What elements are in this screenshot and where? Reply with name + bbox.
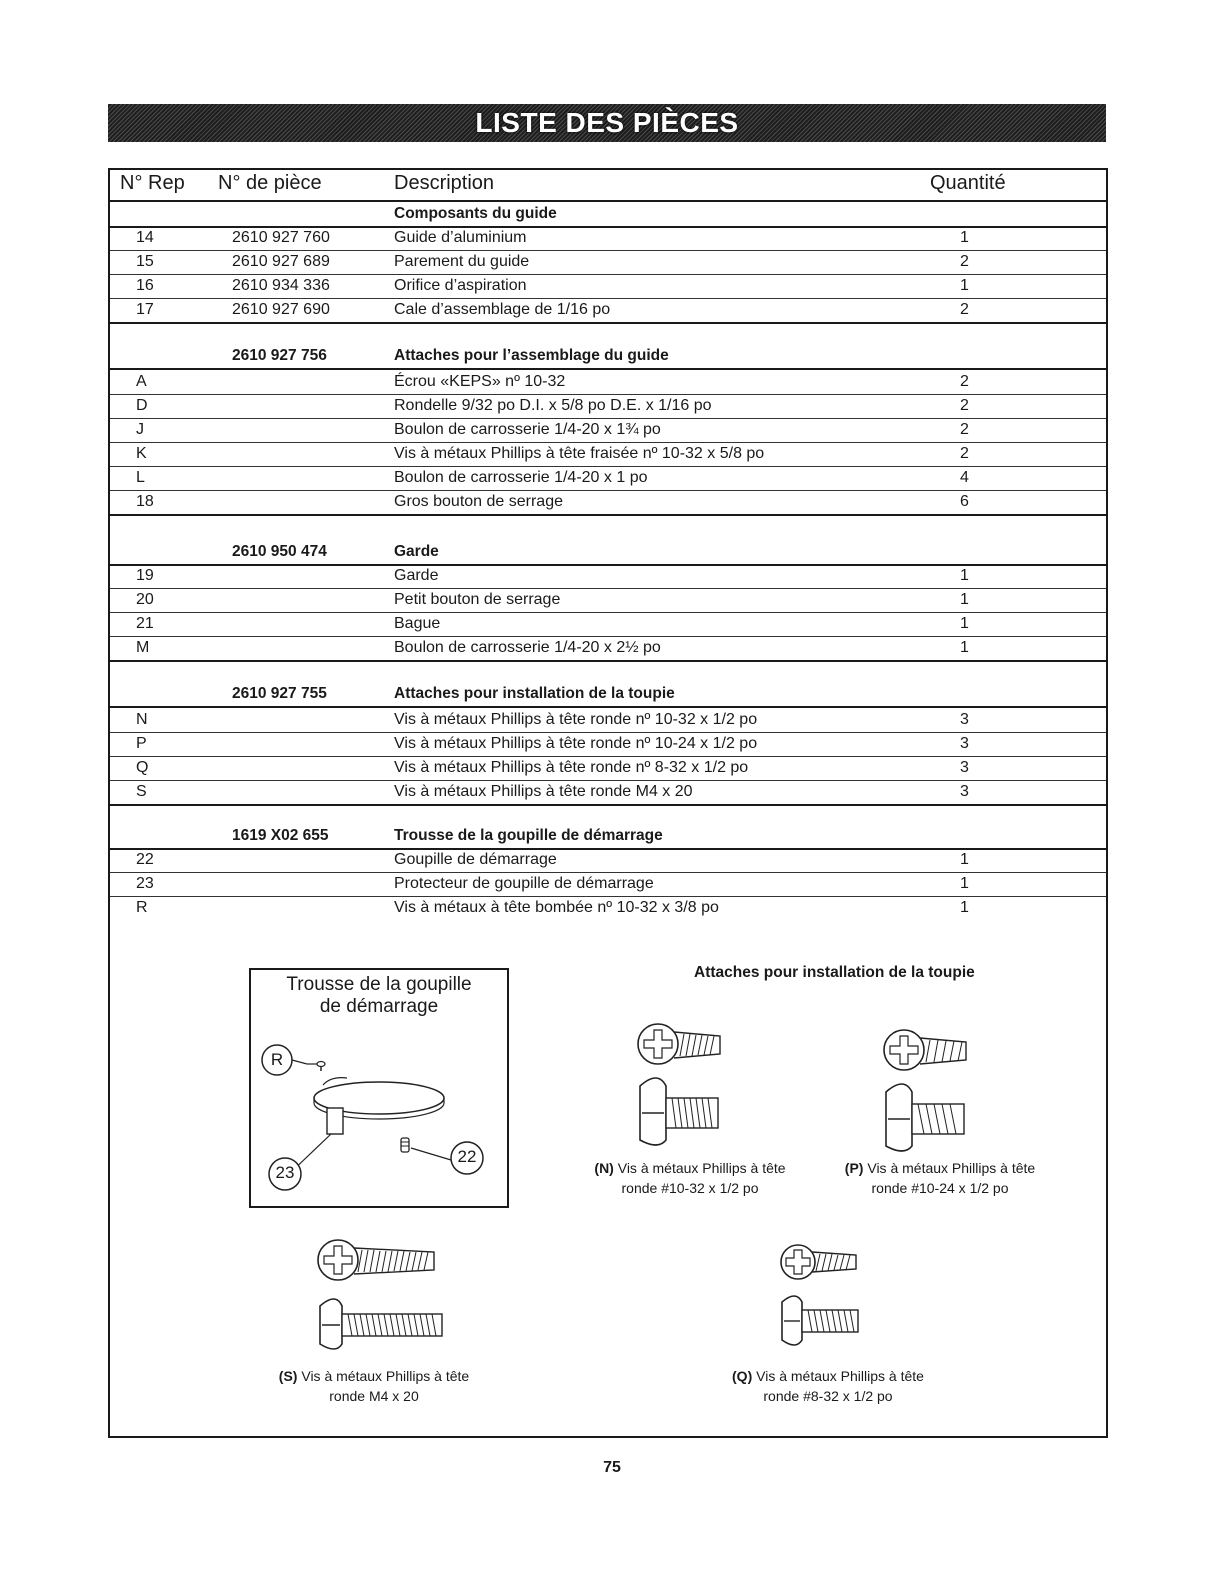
table-row bbox=[110, 896, 1106, 920]
table-row bbox=[110, 394, 1106, 419]
row-quantity: 3 bbox=[960, 735, 969, 752]
row-rep: 21 bbox=[136, 615, 154, 632]
table-row bbox=[110, 756, 1106, 781]
row-description: Cale d’assemblage de 1/16 po bbox=[394, 301, 611, 318]
table-row bbox=[110, 732, 1106, 757]
table-row bbox=[110, 442, 1106, 467]
table-row bbox=[110, 250, 1106, 275]
start-pin-kit-box bbox=[249, 968, 509, 1208]
row-quantity: 3 bbox=[960, 783, 969, 800]
table-row bbox=[110, 636, 1106, 662]
row-piece: 2610 927 690 bbox=[232, 301, 330, 318]
page-number: 75 bbox=[603, 1459, 621, 1476]
parts-table bbox=[108, 168, 1108, 1438]
row-quantity: 1 bbox=[960, 851, 969, 868]
row-rep: L bbox=[136, 469, 145, 486]
row-rep: 20 bbox=[136, 591, 154, 608]
group-part-number: 2610 927 756 bbox=[232, 347, 327, 364]
row-quantity: 3 bbox=[960, 759, 969, 776]
caption-line: ronde #10-32 x 1/2 po bbox=[621, 1180, 759, 1196]
group-title: Composants du guide bbox=[394, 205, 557, 222]
caption-code: (S) bbox=[278, 1368, 298, 1384]
caption-line: Vis à métaux Phillips à tête bbox=[867, 1160, 1036, 1176]
row-rep: N bbox=[136, 711, 148, 728]
group-title-row bbox=[110, 540, 1106, 566]
group-title-row bbox=[110, 682, 1106, 708]
caption-line: Vis à métaux Phillips à tête bbox=[756, 1368, 924, 1384]
row-description: Boulon de carrosserie 1/4-20 x 1¾ po bbox=[394, 421, 661, 438]
caption-s bbox=[256, 1366, 492, 1406]
row-rep: 23 bbox=[136, 875, 154, 892]
caption-line: ronde M4 x 20 bbox=[329, 1388, 419, 1404]
table-row bbox=[110, 466, 1106, 491]
table-row bbox=[110, 490, 1106, 516]
row-rep: Q bbox=[136, 759, 149, 776]
table-row bbox=[110, 588, 1106, 613]
phillips-screw-icon bbox=[316, 1230, 446, 1354]
row-description: Vis à métaux Phillips à tête fraisée nº 10-32 x 5/8 po bbox=[394, 445, 765, 462]
table-row bbox=[110, 370, 1106, 395]
banner-title: LISTE DES PIÈCES bbox=[475, 107, 739, 138]
row-quantity: 1 bbox=[960, 875, 969, 892]
caption-code: (P) bbox=[844, 1160, 864, 1176]
row-description: Protecteur de goupille de démarrage bbox=[394, 875, 654, 892]
row-description: Gros bouton de serrage bbox=[394, 493, 563, 510]
row-rep: A bbox=[136, 373, 147, 390]
row-piece: 2610 927 689 bbox=[232, 253, 330, 270]
group-title-row bbox=[110, 824, 1106, 850]
phillips-screw-icon bbox=[636, 1010, 746, 1150]
row-description: Bague bbox=[394, 615, 441, 632]
row-quantity: 1 bbox=[960, 591, 969, 608]
row-piece: 2610 927 760 bbox=[232, 229, 330, 246]
row-rep: 14 bbox=[136, 229, 154, 246]
row-rep: J bbox=[136, 421, 144, 438]
phillips-screw-icon bbox=[882, 1016, 992, 1156]
phillips-screw-icon bbox=[778, 1236, 868, 1352]
group-title: Garde bbox=[394, 543, 439, 560]
row-description: Vis à métaux Phillips à tête ronde M4 x 20 bbox=[394, 783, 693, 800]
group-title: Attaches pour installation de la toupie bbox=[394, 685, 675, 702]
caption-code: (N) bbox=[594, 1160, 614, 1176]
table-row bbox=[110, 612, 1106, 637]
group-title-row bbox=[110, 344, 1106, 370]
fasteners-section-title: Attaches pour installation de la toupie bbox=[694, 964, 975, 981]
table-row bbox=[110, 274, 1106, 299]
row-piece: 2610 934 336 bbox=[232, 277, 330, 294]
row-quantity: 2 bbox=[960, 445, 969, 462]
row-rep: K bbox=[136, 445, 147, 462]
caption-code: (Q) bbox=[732, 1368, 753, 1384]
row-quantity: 2 bbox=[960, 421, 969, 438]
row-description: Petit bouton de serrage bbox=[394, 591, 561, 608]
header-piece: N° de pièce bbox=[218, 172, 322, 194]
table-row bbox=[110, 564, 1106, 589]
table-row bbox=[110, 848, 1106, 873]
row-quantity: 1 bbox=[960, 639, 969, 656]
caption-n bbox=[574, 1158, 806, 1198]
row-quantity: 6 bbox=[960, 493, 969, 510]
row-rep: 18 bbox=[136, 493, 154, 510]
row-rep: 15 bbox=[136, 253, 154, 270]
caption-line: ronde #8-32 x 1/2 po bbox=[763, 1388, 893, 1404]
caption-line: Vis à métaux Phillips à tête bbox=[301, 1368, 470, 1384]
row-rep: R bbox=[136, 899, 148, 916]
table-row bbox=[110, 708, 1106, 733]
row-rep: 22 bbox=[136, 851, 154, 868]
table-row bbox=[110, 226, 1106, 251]
group-part-number: 2610 927 755 bbox=[232, 685, 327, 702]
group-part-number: 2610 950 474 bbox=[232, 543, 327, 560]
row-quantity: 2 bbox=[960, 373, 969, 390]
row-description: Vis à métaux à tête bombée nº 10-32 x 3/8 po bbox=[394, 899, 719, 916]
header-quantity: Quantité bbox=[930, 172, 1006, 194]
kit-title-line2: de démarrage bbox=[319, 996, 439, 1017]
row-description: Écrou «KEPS» nº 10-32 bbox=[394, 373, 566, 390]
row-description: Rondelle 9/32 po D.I. x 5/8 po D.E. x 1/16 po bbox=[394, 397, 712, 414]
table-row bbox=[110, 872, 1106, 897]
row-rep: 17 bbox=[136, 301, 154, 318]
row-quantity: 2 bbox=[960, 397, 969, 414]
row-rep: 19 bbox=[136, 567, 154, 584]
header-rep: N° Rep bbox=[120, 172, 185, 194]
row-description: Vis à métaux Phillips à tête ronde nº 8-32 x 1/2 po bbox=[394, 759, 749, 776]
callout-r: R bbox=[270, 1050, 284, 1069]
row-quantity: 1 bbox=[960, 615, 969, 632]
group-title-row bbox=[110, 202, 1106, 228]
header-description: Description bbox=[394, 172, 495, 194]
row-quantity: 1 bbox=[960, 567, 969, 584]
callout-22: 22 bbox=[457, 1147, 477, 1166]
row-description: Orifice d’aspiration bbox=[394, 277, 527, 294]
caption-line: ronde #10-24 x 1/2 po bbox=[871, 1180, 1009, 1196]
row-description: Boulon de carrosserie 1/4-20 x 2½ po bbox=[394, 639, 661, 656]
row-quantity: 3 bbox=[960, 711, 969, 728]
table-row bbox=[110, 298, 1106, 324]
row-description: Guide d’aluminium bbox=[394, 229, 527, 246]
row-description: Boulon de carrosserie 1/4-20 x 1 po bbox=[394, 469, 648, 486]
group-title: Trousse de la goupille de démarrage bbox=[394, 827, 663, 844]
row-quantity: 2 bbox=[960, 253, 969, 270]
row-rep: M bbox=[136, 639, 150, 656]
table-header bbox=[110, 170, 1106, 202]
row-description: Garde bbox=[394, 567, 439, 584]
row-quantity: 1 bbox=[960, 277, 969, 294]
kit-title-line1: Trousse de la goupille bbox=[286, 974, 472, 995]
row-quantity: 1 bbox=[960, 229, 969, 246]
caption-q bbox=[710, 1366, 946, 1406]
row-description: Parement du guide bbox=[394, 253, 530, 270]
row-rep: 16 bbox=[136, 277, 154, 294]
group-title: Attaches pour l’assemblage du guide bbox=[394, 347, 669, 364]
group-part-number: 1619 X02 655 bbox=[232, 827, 329, 844]
row-description: Vis à métaux Phillips à tête ronde nº 10-24 x 1/2 po bbox=[394, 735, 758, 752]
caption-p bbox=[824, 1158, 1056, 1198]
row-description: Goupille de démarrage bbox=[394, 851, 557, 868]
table-row bbox=[110, 418, 1106, 443]
row-rep: D bbox=[136, 397, 148, 414]
callout-23: 23 bbox=[275, 1163, 295, 1182]
caption-line: Vis à métaux Phillips à tête bbox=[617, 1160, 786, 1176]
row-rep: S bbox=[136, 783, 147, 800]
row-quantity: 1 bbox=[960, 899, 969, 916]
table-row bbox=[110, 780, 1106, 806]
row-description: Vis à métaux Phillips à tête ronde nº 10-32 x 1/2 po bbox=[394, 711, 758, 728]
row-quantity: 4 bbox=[960, 469, 969, 486]
row-rep: P bbox=[136, 735, 147, 752]
row-quantity: 2 bbox=[960, 301, 969, 318]
page-banner bbox=[108, 104, 1106, 142]
